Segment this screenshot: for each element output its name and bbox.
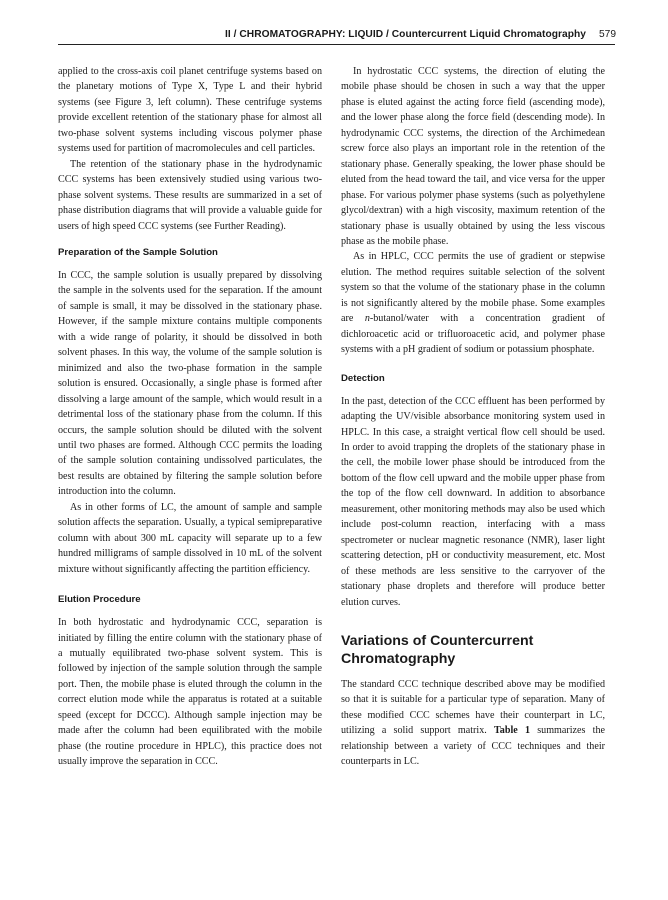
paragraph: In CCC, the sample solution is usually prepared by dissolving the sample in the solvents used for the separation. If the amount of sample is small, it may be dissolved in the stationary phase. However, if the sample mixture contains multiple components with a wide range of polarity, it should be dissolved in both solvent phases. In this way, the volume of the sample solution is minimized and also the two-phase formation in the sample solution is ensured. Occasionally, a single phase is formed after dissolving a large amount of the sample, which would result in a detrimental loss of the stationary phase from the column. If this occurs, the sample solution should be diluted with the solvent until two phases are formed. Although CCC permits the loading of the sample solution containing undissolved particulates, the best results are obtained by filtering the sample solution before introduction into the column.	[58, 269, 322, 498]
running-header	[58, 27, 616, 43]
paragraph: The retention of the stationary phase in the hydrodynamic CCC systems has been extensively studied using various two-phase solvent systems. These results are summarized in a set of phase distribution diagrams that will provide a valuable guide for users of high speed CCC systems (see Further Reading).	[58, 158, 322, 232]
italic-n: n	[364, 313, 370, 325]
paragraph: In the past, detection of the CCC effluent has been performed by adapting the UV/visible absorbance monitoring system used in HPLC. In this case, a straight vertical flow cell should be used. In order to avoid trapping the droplets of the stationary phase in the cell, the mobile lower phase should be introduced from the bottom of the flow cell upward and the mobile upper phase from the top of the flow cell downward. In addition to absorbance measurement, other monitoring methods may also be used which include post-column reaction, interfacing with a mass spectrometer or nuclear magnetic resonance (NMR), laser light scattering detection, pH or conductivity measurement, etc. Most of these methods are less sensitive to the carryover of the stationary phase droplets and therefore will produce better elution curves.	[341, 395, 605, 608]
running-title: II / CHROMATOGRAPHY: LIQUID / Countercurrent Liquid Chromatography	[225, 29, 586, 40]
section-heading-sample-preparation: Preparation of the Sample Solution	[58, 246, 218, 258]
paragraph: In both hydrostatic and hydrodynamic CCC, separation is initiated by filling the entire column with the stationary phase of a mutually equilibrated two-phase solvent system. This is followed by injection of the sample solution through the sample port. Then, the mobile phase is eluted through the column in the correct elution mode while the apparatus is rotated at a suitable speed (except for DCCC). Although sample injection may be made after the column had been equilibrated with the mobile phase (the routine procedure in HPLC), this practice does not usually improve the separation in CCC.	[58, 617, 322, 768]
paragraph: applied to the cross-axis coil planet centrifuge systems based on the planetary motions of Type X, Type L and their hybrid systems (see Figure 3, left column). These centrifuge systems provide excellent retention of the stationary phase for almost all two-phase solvent systems including viscous polymer phase systems used for partition of macromolecules and cell particles.	[58, 66, 322, 155]
text-run: The standard CCC technique described above may be modified so that it is suitable for a particular type of separation. Many of these modified CCC schemes have their counterpart in LC, utilizing a solid support matrix.	[341, 678, 605, 737]
left-column	[58, 64, 322, 770]
right-column	[341, 64, 605, 770]
text-run: -butanol/water with a concentration gradient of dichloroacetic acid or trifluoroacetic acid, and polymer phase systems with a pH gradient of sodium or potassium phosphate.	[341, 313, 605, 356]
text-run: As in HPLC, CCC permits the use of gradient or stepwise elution. The method requires suitable selection of the solvent system so that the volume of the stationary phase in the column is not significantly altered by the mobile phase. Some examples are	[341, 251, 605, 325]
header-rule	[58, 44, 615, 45]
paragraph	[341, 677, 605, 770]
paragraph: In hydrostatic CCC systems, the direction of eluting the mobile phase should be chosen in such a way that the upper phase is eluted against the acting force field (ascending mode), and the lower phase along the force field (descending mode). In hydrodynamic CCC systems, the direction of the Archimedean screw force also plays an important role in the retention of the stationary phase. Generally speaking, the lower phase should be eluted from the head toward the tail, and vice versa for the upper phase. For various polymer phase systems (such as polyethylene glycol/dextran) with a high viscosity, maximum retention of the stationary phase is usually obtained by using the less viscous phase as the mobile phase.	[341, 66, 605, 247]
section-heading-variations: Variations of Countercurrent Chromatography	[341, 632, 534, 667]
section-heading-detection: Detection	[341, 372, 385, 384]
page-number: 579	[599, 29, 616, 40]
paragraph	[341, 249, 605, 357]
text-run: summarizes the relationship between a variety of CCC techniques and their counterparts in LC.	[341, 725, 605, 768]
table-reference: Table 1	[494, 725, 531, 737]
paragraph: As in other forms of LC, the amount of sample and sample solution affects the separation. Usually, a typical semipreparative column with about 300 mL capacity will separate up to a few hundred milligrams of sample dissolved in 10 mL of the solvent mixture without significantly affecting the partition efficiency.	[58, 501, 322, 575]
section-heading-elution-procedure: Elution Procedure	[58, 594, 141, 606]
